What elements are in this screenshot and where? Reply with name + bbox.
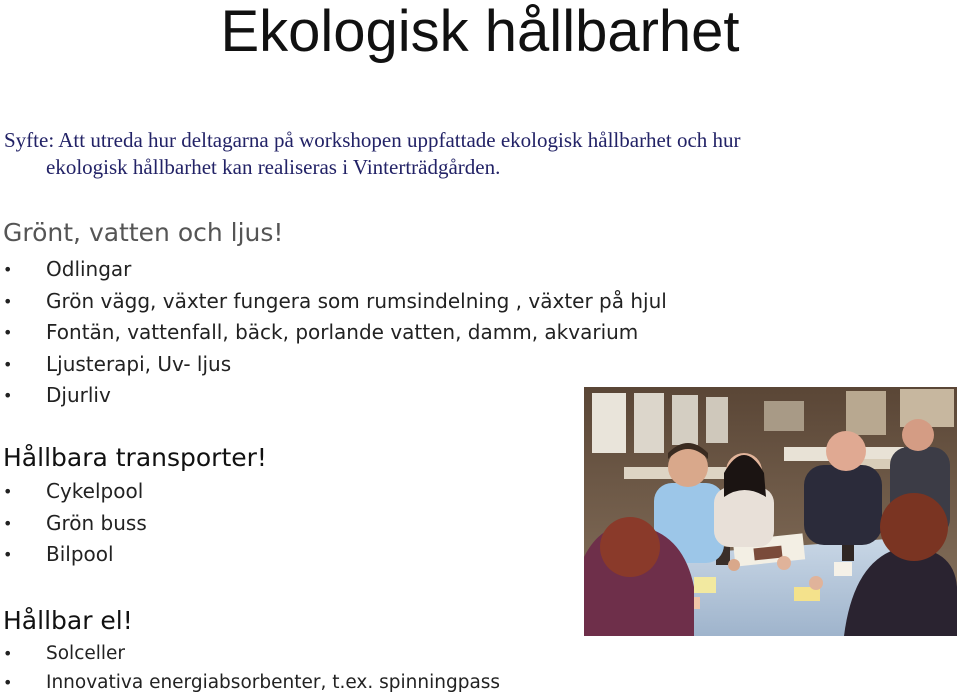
purpose-line-1: Syfte: Att utreda hur deltagarna på workshopen uppfattade ekologisk hållbarhet och hur — [4, 128, 741, 152]
list-item-text: Solceller — [46, 643, 126, 664]
list-item — [0, 286, 667, 318]
list-item-text: Innovativa energiabsorbenter, t.ex. spinningpass — [46, 671, 501, 693]
list-item — [0, 349, 667, 381]
bullet-icon: • — [3, 323, 13, 342]
list-item-text: Fontän, vattenfall, bäck, porlande vatten, damm, akvarium — [46, 320, 639, 344]
bullet-list-green-water-light — [0, 254, 667, 412]
list-item-text: Grön vägg, växter fungera som rumsindelning , växter på hjul — [46, 288, 667, 313]
list-item-text: Grön buss — [46, 510, 147, 535]
section-heading-green-water-light: Grönt, vatten och ljus! — [3, 218, 284, 247]
section-heading-transport: Hållbara transporter! — [3, 443, 267, 472]
list-item — [0, 476, 147, 508]
bullet-icon: • — [3, 672, 13, 692]
bullet-icon: • — [3, 644, 13, 663]
bullet-icon: • — [3, 291, 13, 311]
bullet-list-transport — [0, 476, 147, 571]
purpose-line-2: ekologisk hållbarhet kan realiseras i Vinterträdgården. — [46, 155, 501, 179]
list-item — [0, 640, 500, 669]
purpose-text — [4, 127, 954, 181]
list-item-text: Bilpool — [46, 542, 114, 566]
list-item — [0, 508, 147, 540]
list-item-text: Cykelpool — [46, 479, 144, 503]
list-item-text: Odlingar — [46, 257, 132, 281]
list-item-text: Djurliv — [46, 383, 111, 407]
slide-title: Ekologisk hållbarhet — [220, 0, 740, 64]
bullet-icon: • — [3, 386, 13, 405]
workshop-photo-illustration — [584, 387, 957, 636]
list-item — [0, 380, 667, 412]
bullet-list-electricity — [0, 640, 500, 693]
list-item — [0, 317, 667, 349]
list-item — [0, 539, 147, 571]
list-item-text: Ljusterapi, Uv- ljus — [46, 351, 232, 376]
bullet-icon: • — [3, 545, 13, 564]
list-item — [0, 254, 667, 286]
workshop-photo — [584, 387, 957, 636]
bullet-icon: • — [3, 513, 13, 533]
bullet-icon: • — [3, 260, 13, 279]
bullet-icon: • — [3, 482, 13, 501]
bullet-icon: • — [3, 354, 13, 374]
list-item — [0, 669, 500, 693]
section-heading-electricity: Hållbar el! — [3, 606, 133, 635]
